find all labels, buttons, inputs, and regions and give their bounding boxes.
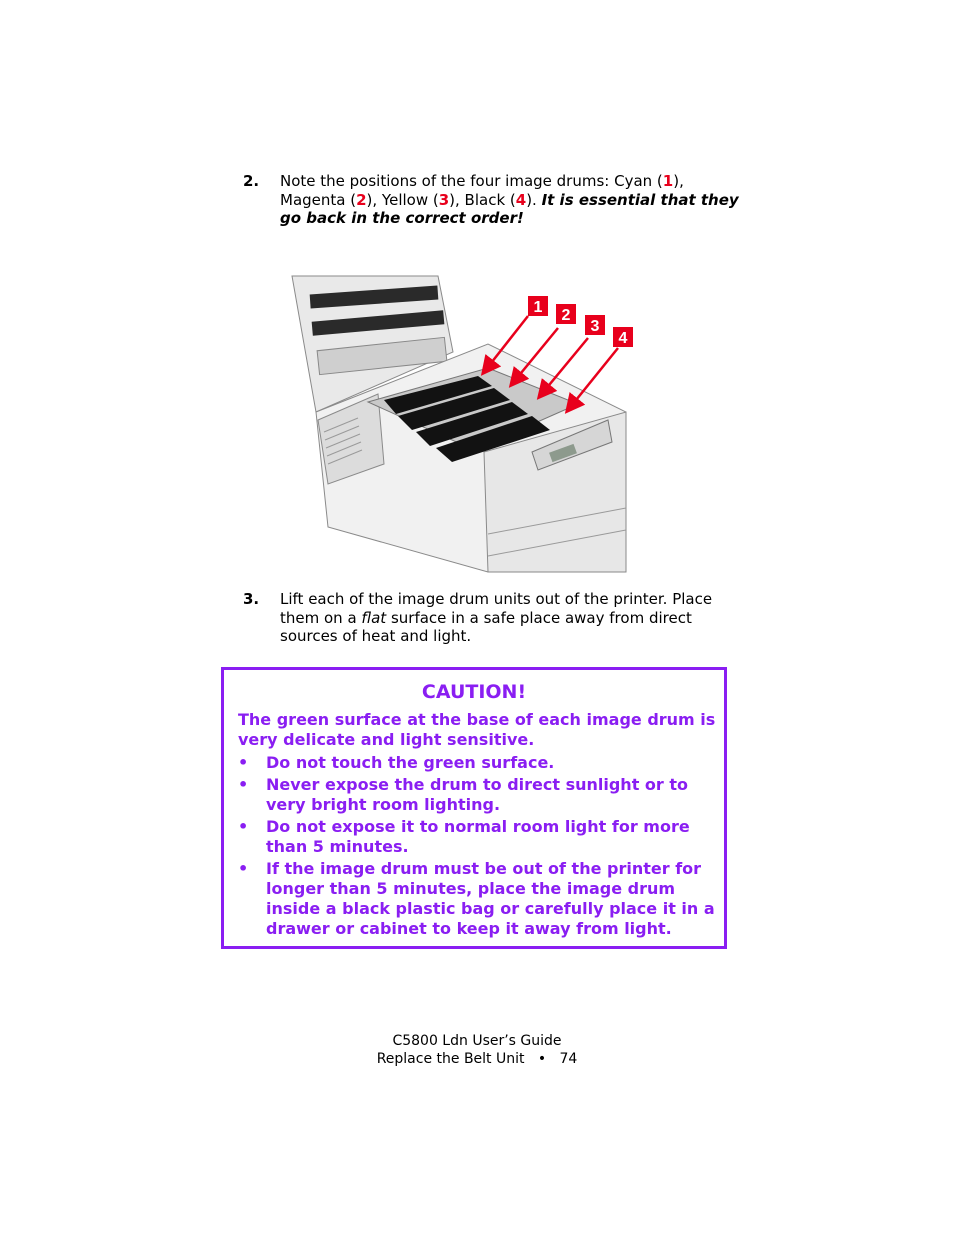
caution-intro: The green surface at the base of each image drum is very delicate and light sensitive.	[238, 710, 716, 749]
footer-separator: •	[537, 1051, 547, 1067]
caution-item	[238, 859, 720, 939]
text: Lift each of the image drum units out of the printer. Place them on a	[280, 590, 713, 627]
callout-labels	[528, 296, 633, 347]
callout-ref-4: 4	[515, 190, 527, 209]
bullet: •	[238, 775, 249, 794]
caution-title: CAUTION!	[421, 681, 527, 703]
text: Note the positions of the four image drums: Cyan (	[280, 172, 663, 190]
callout-label-2: 2	[561, 307, 571, 324]
callout-ref-1: 1	[662, 172, 674, 190]
bullet: •	[238, 753, 249, 772]
text: ), Black (	[449, 190, 516, 209]
callout-label-3: 3	[590, 318, 600, 335]
bullet: •	[238, 859, 249, 878]
caution-box	[221, 667, 727, 949]
bullet: •	[238, 817, 249, 836]
caution-list	[238, 753, 720, 941]
callout-label-1: 1	[533, 299, 543, 316]
callout-label-4: 4	[618, 330, 628, 347]
page-number: 74	[559, 1051, 578, 1067]
footer-section: Replace the Belt Unit	[376, 1051, 525, 1067]
text: surface in a safe place away from direct sources of heat and light.	[280, 608, 692, 645]
text: ).	[526, 190, 542, 209]
caution-item	[238, 753, 720, 773]
step-number: 2.	[243, 172, 260, 190]
caution-item-text: Never expose the drum to direct sunlight or to very bright room lighting.	[266, 775, 689, 814]
caution-item-text: Do not expose it to normal room light for more than 5 minutes.	[266, 817, 690, 856]
caution-item	[238, 775, 720, 815]
callout-ref-2: 2	[356, 190, 367, 209]
step-text	[280, 172, 740, 228]
caution-item	[238, 817, 720, 857]
text: ), Yellow (	[366, 190, 439, 209]
step-number: 3.	[243, 590, 260, 608]
italic-word: flat	[361, 608, 387, 627]
page-footer	[0, 1032, 954, 1068]
caution-item-text: If the image drum must be out of the printer for longer than 5 minutes, place the image drum inside a black plastic bag or carefully place it in a drawer or cabinet to keep it away from light.	[266, 859, 715, 938]
callout-ref-3: 3	[438, 190, 450, 209]
step-text	[280, 590, 740, 646]
text: ), Magenta (	[280, 172, 684, 209]
footer-section-line	[0, 1050, 954, 1068]
footer-guide-title: C5800 Ldn User’s Guide	[392, 1033, 562, 1049]
printer-image-drums-figure	[288, 272, 640, 576]
caution-item-text: Do not touch the green surface.	[266, 753, 555, 772]
warning-emphasis: It is essential that they go back in the correct order!	[280, 190, 739, 227]
